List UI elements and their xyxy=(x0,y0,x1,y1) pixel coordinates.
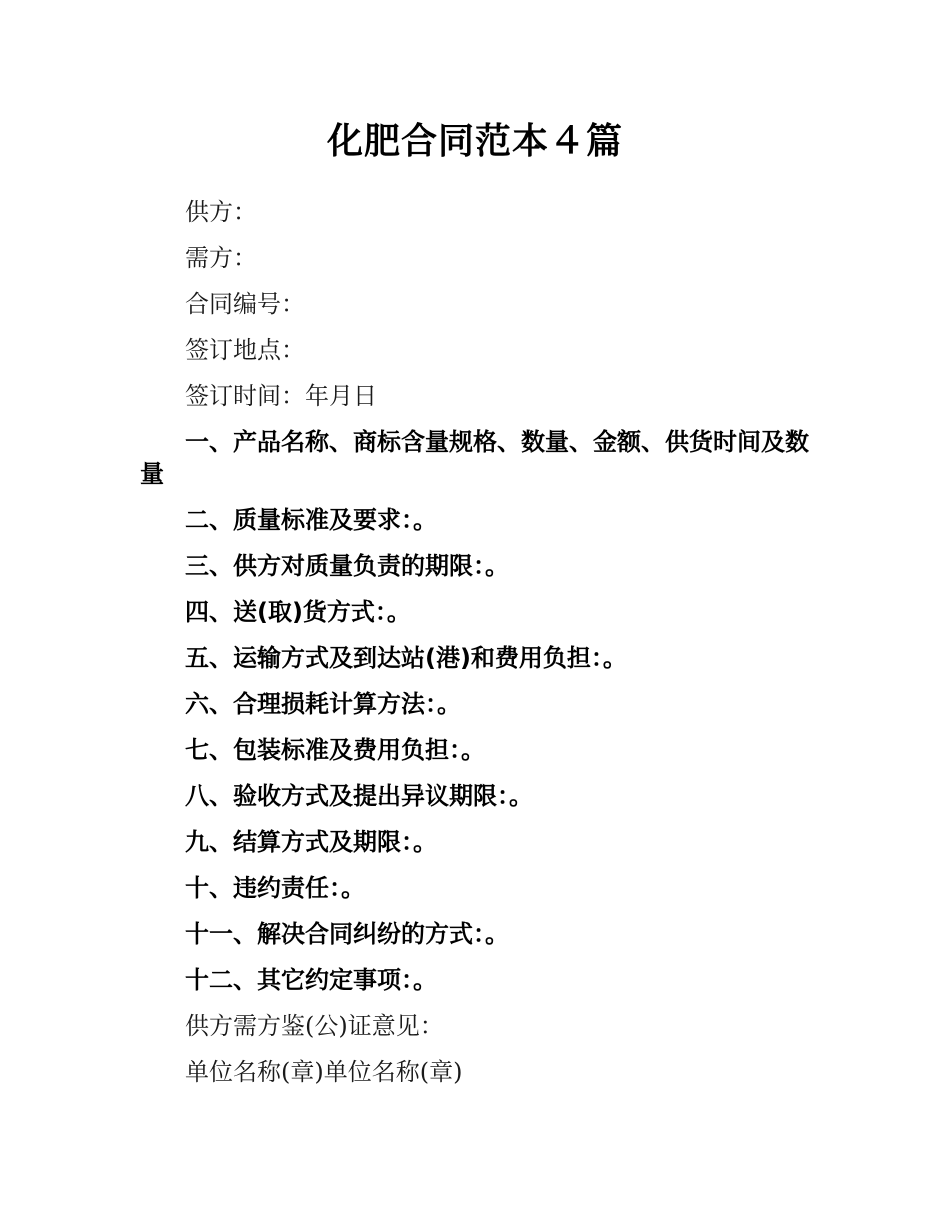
clause-7: 七、包装标准及费用负担：。 xyxy=(185,736,485,764)
clause-11: 十一、解决合同纠纷的方式：。 xyxy=(185,920,509,948)
footer-signature-line: 单位名称(章)单位名称(章) xyxy=(185,1058,463,1086)
document-title: 化肥合同范本４篇 xyxy=(326,121,623,162)
field-buyer: 需方： xyxy=(185,244,257,272)
document-body xyxy=(140,196,810,1102)
clause-2: 二、质量标准及要求：。 xyxy=(185,506,437,534)
clause-9: 九、结算方式及期限：。 xyxy=(185,828,437,856)
field-contract-number: 合同编号： xyxy=(185,290,305,318)
field-signing-date: 签订时间：年月日 xyxy=(185,382,377,410)
clause-1: 一、产品名称、商标含量规格、数量、金额、供货时间及数量 xyxy=(140,428,809,488)
clause-10: 十、违约责任：。 xyxy=(185,874,365,902)
field-signing-place: 签订地点： xyxy=(185,336,305,364)
field-supplier: 供方： xyxy=(185,198,257,226)
footer-approval-line: 供方需方鉴(公)证意见： xyxy=(185,1012,444,1040)
clause-5: 五、运输方式及到达站(港)和费用负担：。 xyxy=(185,644,627,672)
clause-12: 十二、其它约定事项：。 xyxy=(185,966,437,994)
clause-4: 四、送(取)货方式：。 xyxy=(185,598,411,626)
clause-8: 八、验收方式及提出异议期限：。 xyxy=(185,782,533,810)
clause-3: 三、供方对质量负责的期限：。 xyxy=(185,552,509,580)
clause-6: 六、合理损耗计算方法：。 xyxy=(185,690,461,718)
